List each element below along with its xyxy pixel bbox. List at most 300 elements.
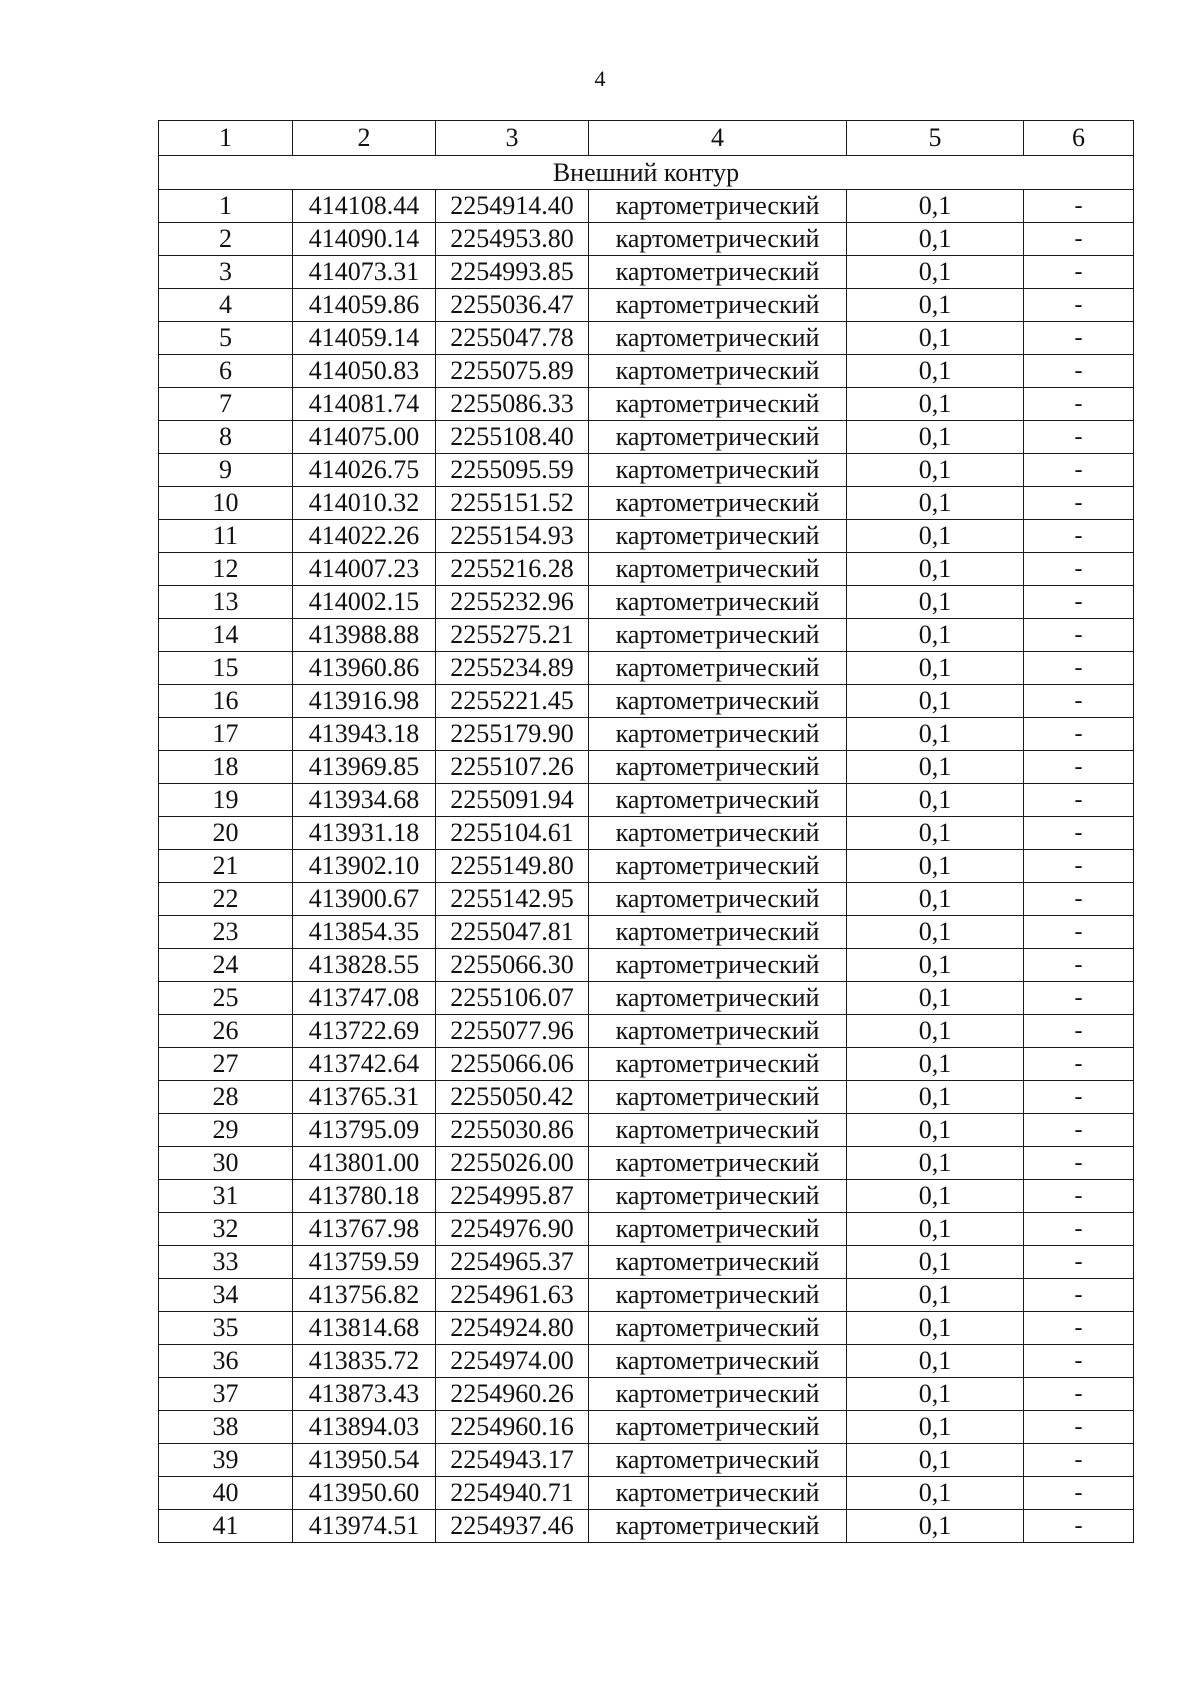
accuracy-cell: 0,1 xyxy=(847,850,1024,883)
method-cell: картометрический xyxy=(589,190,847,223)
x-coordinate-cell: 413916.98 xyxy=(293,685,436,718)
point-number-cell: 36 xyxy=(159,1345,293,1378)
note-cell: - xyxy=(1024,1477,1134,1510)
x-coordinate-cell: 414075.00 xyxy=(293,421,436,454)
point-number-cell: 2 xyxy=(159,223,293,256)
method-cell: картометрический xyxy=(589,1213,847,1246)
x-coordinate-cell: 414059.14 xyxy=(293,322,436,355)
method-cell: картометрический xyxy=(589,817,847,850)
point-number-cell: 8 xyxy=(159,421,293,454)
table-row xyxy=(159,520,1134,553)
table-row xyxy=(159,1246,1134,1279)
y-coordinate-cell: 2255179.90 xyxy=(436,718,589,751)
y-coordinate-cell: 2255095.59 xyxy=(436,454,589,487)
method-cell: картометрический xyxy=(589,1510,847,1543)
point-number-cell: 24 xyxy=(159,949,293,982)
note-cell: - xyxy=(1024,652,1134,685)
y-coordinate-cell: 2254943.17 xyxy=(436,1444,589,1477)
note-cell: - xyxy=(1024,1246,1134,1279)
method-cell: картометрический xyxy=(589,520,847,553)
table-row xyxy=(159,883,1134,916)
y-coordinate-cell: 2255104.61 xyxy=(436,817,589,850)
x-coordinate-cell: 413795.09 xyxy=(293,1114,436,1147)
note-cell: - xyxy=(1024,784,1134,817)
y-coordinate-cell: 2255030.86 xyxy=(436,1114,589,1147)
note-cell: - xyxy=(1024,1213,1134,1246)
note-cell: - xyxy=(1024,817,1134,850)
accuracy-cell: 0,1 xyxy=(847,1213,1024,1246)
column-number-cell: 5 xyxy=(847,121,1024,156)
table-row xyxy=(159,685,1134,718)
y-coordinate-cell: 2255077.96 xyxy=(436,1015,589,1048)
accuracy-cell: 0,1 xyxy=(847,1147,1024,1180)
y-coordinate-cell: 2254960.26 xyxy=(436,1378,589,1411)
x-coordinate-cell: 413828.55 xyxy=(293,949,436,982)
point-number-cell: 15 xyxy=(159,652,293,685)
x-coordinate-cell: 414059.86 xyxy=(293,289,436,322)
table-row xyxy=(159,1048,1134,1081)
method-cell: картометрический xyxy=(589,586,847,619)
method-cell: картометрический xyxy=(589,1015,847,1048)
table-row xyxy=(159,1015,1134,1048)
table-row xyxy=(159,256,1134,289)
y-coordinate-cell: 2254960.16 xyxy=(436,1411,589,1444)
table-row xyxy=(159,982,1134,1015)
method-cell: картометрический xyxy=(589,1477,847,1510)
point-number-cell: 27 xyxy=(159,1048,293,1081)
y-coordinate-cell: 2255066.06 xyxy=(436,1048,589,1081)
accuracy-cell: 0,1 xyxy=(847,1510,1024,1543)
y-coordinate-cell: 2255108.40 xyxy=(436,421,589,454)
y-coordinate-cell: 2254937.46 xyxy=(436,1510,589,1543)
x-coordinate-cell: 413767.98 xyxy=(293,1213,436,1246)
table-row xyxy=(159,223,1134,256)
table-row xyxy=(159,388,1134,421)
accuracy-cell: 0,1 xyxy=(847,553,1024,586)
y-coordinate-cell: 2255216.28 xyxy=(436,553,589,586)
y-coordinate-cell: 2254940.71 xyxy=(436,1477,589,1510)
note-cell: - xyxy=(1024,949,1134,982)
point-number-cell: 18 xyxy=(159,751,293,784)
x-coordinate-cell: 413835.72 xyxy=(293,1345,436,1378)
method-cell: картометрический xyxy=(589,1378,847,1411)
y-coordinate-cell: 2255075.89 xyxy=(436,355,589,388)
method-cell: картометрический xyxy=(589,223,847,256)
accuracy-cell: 0,1 xyxy=(847,718,1024,751)
note-cell: - xyxy=(1024,883,1134,916)
table-row xyxy=(159,1279,1134,1312)
y-coordinate-cell: 2254914.40 xyxy=(436,190,589,223)
point-number-cell: 35 xyxy=(159,1312,293,1345)
note-cell: - xyxy=(1024,190,1134,223)
x-coordinate-cell: 414090.14 xyxy=(293,223,436,256)
y-coordinate-cell: 2254974.00 xyxy=(436,1345,589,1378)
accuracy-cell: 0,1 xyxy=(847,454,1024,487)
y-coordinate-cell: 2255066.30 xyxy=(436,949,589,982)
note-cell: - xyxy=(1024,388,1134,421)
method-cell: картометрический xyxy=(589,454,847,487)
accuracy-cell: 0,1 xyxy=(847,817,1024,850)
note-cell: - xyxy=(1024,553,1134,586)
point-number-cell: 5 xyxy=(159,322,293,355)
note-cell: - xyxy=(1024,355,1134,388)
y-coordinate-cell: 2255275.21 xyxy=(436,619,589,652)
method-cell: картометрический xyxy=(589,619,847,652)
x-coordinate-cell: 413801.00 xyxy=(293,1147,436,1180)
x-coordinate-cell: 413894.03 xyxy=(293,1411,436,1444)
x-coordinate-cell: 414022.26 xyxy=(293,520,436,553)
x-coordinate-cell: 414081.74 xyxy=(293,388,436,421)
x-coordinate-cell: 413814.68 xyxy=(293,1312,436,1345)
point-number-cell: 16 xyxy=(159,685,293,718)
table-row xyxy=(159,421,1134,454)
point-number-cell: 25 xyxy=(159,982,293,1015)
method-cell: картометрический xyxy=(589,916,847,949)
section-title-row xyxy=(159,156,1134,190)
x-coordinate-cell: 413759.59 xyxy=(293,1246,436,1279)
accuracy-cell: 0,1 xyxy=(847,520,1024,553)
table-row xyxy=(159,850,1134,883)
method-cell: картометрический xyxy=(589,784,847,817)
y-coordinate-cell: 2255154.93 xyxy=(436,520,589,553)
table-row xyxy=(159,289,1134,322)
accuracy-cell: 0,1 xyxy=(847,1477,1024,1510)
note-cell: - xyxy=(1024,487,1134,520)
x-coordinate-cell: 414010.32 xyxy=(293,487,436,520)
note-cell: - xyxy=(1024,916,1134,949)
y-coordinate-cell: 2255151.52 xyxy=(436,487,589,520)
accuracy-cell: 0,1 xyxy=(847,1048,1024,1081)
point-number-cell: 39 xyxy=(159,1444,293,1477)
method-cell: картометрический xyxy=(589,1444,847,1477)
y-coordinate-cell: 2254953.80 xyxy=(436,223,589,256)
y-coordinate-cell: 2255047.81 xyxy=(436,916,589,949)
table-row xyxy=(159,1444,1134,1477)
section-title: Внешний контур xyxy=(159,156,1134,190)
note-cell: - xyxy=(1024,685,1134,718)
method-cell: картометрический xyxy=(589,388,847,421)
accuracy-cell: 0,1 xyxy=(847,223,1024,256)
table-row xyxy=(159,190,1134,223)
method-cell: картометрический xyxy=(589,982,847,1015)
accuracy-cell: 0,1 xyxy=(847,784,1024,817)
method-cell: картометрический xyxy=(589,553,847,586)
point-number-cell: 14 xyxy=(159,619,293,652)
point-number-cell: 23 xyxy=(159,916,293,949)
x-coordinate-cell: 413950.54 xyxy=(293,1444,436,1477)
accuracy-cell: 0,1 xyxy=(847,1378,1024,1411)
x-coordinate-cell: 414002.15 xyxy=(293,586,436,619)
point-number-cell: 34 xyxy=(159,1279,293,1312)
point-number-cell: 3 xyxy=(159,256,293,289)
y-coordinate-cell: 2255106.07 xyxy=(436,982,589,1015)
x-coordinate-cell: 413742.64 xyxy=(293,1048,436,1081)
method-cell: картометрический xyxy=(589,1345,847,1378)
note-cell: - xyxy=(1024,586,1134,619)
accuracy-cell: 0,1 xyxy=(847,388,1024,421)
table-row xyxy=(159,784,1134,817)
accuracy-cell: 0,1 xyxy=(847,1015,1024,1048)
y-coordinate-cell: 2254995.87 xyxy=(436,1180,589,1213)
table-row xyxy=(159,1378,1134,1411)
x-coordinate-cell: 414050.83 xyxy=(293,355,436,388)
table-body xyxy=(159,121,1134,1543)
table-header-row xyxy=(159,121,1134,156)
point-number-cell: 17 xyxy=(159,718,293,751)
point-number-cell: 33 xyxy=(159,1246,293,1279)
accuracy-cell: 0,1 xyxy=(847,652,1024,685)
point-number-cell: 11 xyxy=(159,520,293,553)
point-number-cell: 1 xyxy=(159,190,293,223)
accuracy-cell: 0,1 xyxy=(847,586,1024,619)
x-coordinate-cell: 413960.86 xyxy=(293,652,436,685)
accuracy-cell: 0,1 xyxy=(847,1114,1024,1147)
method-cell: картометрический xyxy=(589,1081,847,1114)
accuracy-cell: 0,1 xyxy=(847,289,1024,322)
accuracy-cell: 0,1 xyxy=(847,190,1024,223)
accuracy-cell: 0,1 xyxy=(847,751,1024,784)
accuracy-cell: 0,1 xyxy=(847,487,1024,520)
table-row xyxy=(159,916,1134,949)
x-coordinate-cell: 413988.88 xyxy=(293,619,436,652)
x-coordinate-cell: 413943.18 xyxy=(293,718,436,751)
note-cell: - xyxy=(1024,454,1134,487)
y-coordinate-cell: 2255142.95 xyxy=(436,883,589,916)
table-row xyxy=(159,355,1134,388)
note-cell: - xyxy=(1024,1015,1134,1048)
accuracy-cell: 0,1 xyxy=(847,949,1024,982)
point-number-cell: 6 xyxy=(159,355,293,388)
table-row xyxy=(159,1411,1134,1444)
accuracy-cell: 0,1 xyxy=(847,1279,1024,1312)
note-cell: - xyxy=(1024,1147,1134,1180)
accuracy-cell: 0,1 xyxy=(847,355,1024,388)
point-number-cell: 41 xyxy=(159,1510,293,1543)
x-coordinate-cell: 413934.68 xyxy=(293,784,436,817)
page-number: 4 xyxy=(594,66,606,91)
accuracy-cell: 0,1 xyxy=(847,883,1024,916)
table-row xyxy=(159,1312,1134,1345)
note-cell: - xyxy=(1024,1378,1134,1411)
point-number-cell: 4 xyxy=(159,289,293,322)
table-row xyxy=(159,1180,1134,1213)
y-coordinate-cell: 2255107.26 xyxy=(436,751,589,784)
method-cell: картометрический xyxy=(589,751,847,784)
coordinates-table xyxy=(158,120,1134,1543)
method-cell: картометрический xyxy=(589,487,847,520)
method-cell: картометрический xyxy=(589,421,847,454)
table-row xyxy=(159,1510,1134,1543)
accuracy-cell: 0,1 xyxy=(847,982,1024,1015)
point-number-cell: 31 xyxy=(159,1180,293,1213)
accuracy-cell: 0,1 xyxy=(847,322,1024,355)
note-cell: - xyxy=(1024,1345,1134,1378)
method-cell: картометрический xyxy=(589,1048,847,1081)
y-coordinate-cell: 2255086.33 xyxy=(436,388,589,421)
table-row xyxy=(159,454,1134,487)
table-row xyxy=(159,619,1134,652)
accuracy-cell: 0,1 xyxy=(847,1081,1024,1114)
x-coordinate-cell: 414073.31 xyxy=(293,256,436,289)
method-cell: картометрический xyxy=(589,652,847,685)
method-cell: картометрический xyxy=(589,883,847,916)
note-cell: - xyxy=(1024,850,1134,883)
x-coordinate-cell: 413747.08 xyxy=(293,982,436,1015)
note-cell: - xyxy=(1024,421,1134,454)
table-row xyxy=(159,487,1134,520)
table-row xyxy=(159,322,1134,355)
accuracy-cell: 0,1 xyxy=(847,619,1024,652)
accuracy-cell: 0,1 xyxy=(847,256,1024,289)
note-cell: - xyxy=(1024,1411,1134,1444)
table-row xyxy=(159,1081,1134,1114)
y-coordinate-cell: 2255091.94 xyxy=(436,784,589,817)
y-coordinate-cell: 2254924.80 xyxy=(436,1312,589,1345)
method-cell: картометрический xyxy=(589,1279,847,1312)
y-coordinate-cell: 2254993.85 xyxy=(436,256,589,289)
table-row xyxy=(159,553,1134,586)
note-cell: - xyxy=(1024,1048,1134,1081)
note-cell: - xyxy=(1024,289,1134,322)
note-cell: - xyxy=(1024,619,1134,652)
table-row xyxy=(159,652,1134,685)
method-cell: картометрический xyxy=(589,685,847,718)
accuracy-cell: 0,1 xyxy=(847,421,1024,454)
note-cell: - xyxy=(1024,1114,1134,1147)
point-number-cell: 9 xyxy=(159,454,293,487)
method-cell: картометрический xyxy=(589,1312,847,1345)
x-coordinate-cell: 413873.43 xyxy=(293,1378,436,1411)
y-coordinate-cell: 2255026.00 xyxy=(436,1147,589,1180)
x-coordinate-cell: 413780.18 xyxy=(293,1180,436,1213)
x-coordinate-cell: 414108.44 xyxy=(293,190,436,223)
point-number-cell: 30 xyxy=(159,1147,293,1180)
x-coordinate-cell: 413969.85 xyxy=(293,751,436,784)
point-number-cell: 29 xyxy=(159,1114,293,1147)
point-number-cell: 19 xyxy=(159,784,293,817)
method-cell: картометрический xyxy=(589,256,847,289)
point-number-cell: 7 xyxy=(159,388,293,421)
y-coordinate-cell: 2255050.42 xyxy=(436,1081,589,1114)
column-number-cell: 6 xyxy=(1024,121,1134,156)
note-cell: - xyxy=(1024,718,1134,751)
x-coordinate-cell: 413765.31 xyxy=(293,1081,436,1114)
note-cell: - xyxy=(1024,1180,1134,1213)
note-cell: - xyxy=(1024,1444,1134,1477)
point-number-cell: 37 xyxy=(159,1378,293,1411)
note-cell: - xyxy=(1024,1312,1134,1345)
point-number-cell: 21 xyxy=(159,850,293,883)
y-coordinate-cell: 2255221.45 xyxy=(436,685,589,718)
accuracy-cell: 0,1 xyxy=(847,1246,1024,1279)
x-coordinate-cell: 413722.69 xyxy=(293,1015,436,1048)
note-cell: - xyxy=(1024,1510,1134,1543)
y-coordinate-cell: 2255232.96 xyxy=(436,586,589,619)
note-cell: - xyxy=(1024,256,1134,289)
note-cell: - xyxy=(1024,982,1134,1015)
column-number-cell: 4 xyxy=(589,121,847,156)
table-row xyxy=(159,949,1134,982)
point-number-cell: 20 xyxy=(159,817,293,850)
note-cell: - xyxy=(1024,751,1134,784)
accuracy-cell: 0,1 xyxy=(847,1180,1024,1213)
method-cell: картометрический xyxy=(589,850,847,883)
table-row xyxy=(159,817,1134,850)
x-coordinate-cell: 413900.67 xyxy=(293,883,436,916)
table-row xyxy=(159,718,1134,751)
column-number-cell: 1 xyxy=(159,121,293,156)
point-number-cell: 32 xyxy=(159,1213,293,1246)
note-cell: - xyxy=(1024,223,1134,256)
method-cell: картометрический xyxy=(589,1147,847,1180)
y-coordinate-cell: 2255234.89 xyxy=(436,652,589,685)
method-cell: картометрический xyxy=(589,322,847,355)
x-coordinate-cell: 413854.35 xyxy=(293,916,436,949)
method-cell: картометрический xyxy=(589,718,847,751)
method-cell: картометрический xyxy=(589,1246,847,1279)
point-number-cell: 12 xyxy=(159,553,293,586)
point-number-cell: 22 xyxy=(159,883,293,916)
accuracy-cell: 0,1 xyxy=(847,1312,1024,1345)
note-cell: - xyxy=(1024,1279,1134,1312)
x-coordinate-cell: 413974.51 xyxy=(293,1510,436,1543)
note-cell: - xyxy=(1024,520,1134,553)
x-coordinate-cell: 413950.60 xyxy=(293,1477,436,1510)
x-coordinate-cell: 413931.18 xyxy=(293,817,436,850)
table-row xyxy=(159,1114,1134,1147)
table-row xyxy=(159,1213,1134,1246)
table-row xyxy=(159,1147,1134,1180)
x-coordinate-cell: 414026.75 xyxy=(293,454,436,487)
note-cell: - xyxy=(1024,1081,1134,1114)
y-coordinate-cell: 2255149.80 xyxy=(436,850,589,883)
accuracy-cell: 0,1 xyxy=(847,916,1024,949)
y-coordinate-cell: 2254976.90 xyxy=(436,1213,589,1246)
point-number-cell: 38 xyxy=(159,1411,293,1444)
point-number-cell: 26 xyxy=(159,1015,293,1048)
table-row xyxy=(159,751,1134,784)
method-cell: картометрический xyxy=(589,1411,847,1444)
method-cell: картометрический xyxy=(589,289,847,322)
x-coordinate-cell: 413902.10 xyxy=(293,850,436,883)
y-coordinate-cell: 2254961.63 xyxy=(436,1279,589,1312)
accuracy-cell: 0,1 xyxy=(847,1345,1024,1378)
x-coordinate-cell: 413756.82 xyxy=(293,1279,436,1312)
column-number-cell: 3 xyxy=(436,121,589,156)
method-cell: картометрический xyxy=(589,355,847,388)
note-cell: - xyxy=(1024,322,1134,355)
coordinates-table-container xyxy=(158,120,1133,1543)
y-coordinate-cell: 2255036.47 xyxy=(436,289,589,322)
accuracy-cell: 0,1 xyxy=(847,1444,1024,1477)
column-number-cell: 2 xyxy=(293,121,436,156)
table-row xyxy=(159,1345,1134,1378)
accuracy-cell: 0,1 xyxy=(847,685,1024,718)
point-number-cell: 28 xyxy=(159,1081,293,1114)
point-number-cell: 10 xyxy=(159,487,293,520)
point-number-cell: 40 xyxy=(159,1477,293,1510)
accuracy-cell: 0,1 xyxy=(847,1411,1024,1444)
point-number-cell: 13 xyxy=(159,586,293,619)
x-coordinate-cell: 414007.23 xyxy=(293,553,436,586)
y-coordinate-cell: 2254965.37 xyxy=(436,1246,589,1279)
y-coordinate-cell: 2255047.78 xyxy=(436,322,589,355)
method-cell: картометрический xyxy=(589,1180,847,1213)
method-cell: картометрический xyxy=(589,949,847,982)
method-cell: картометрический xyxy=(589,1114,847,1147)
table-row xyxy=(159,1477,1134,1510)
table-row xyxy=(159,586,1134,619)
